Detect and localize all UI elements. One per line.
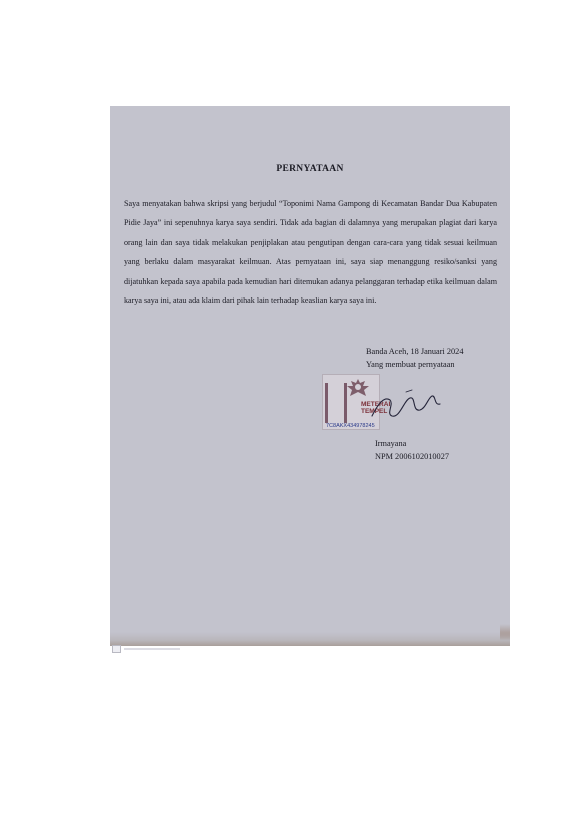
stamp-numeral-graphic [325, 383, 347, 423]
scanner-watermark-text [124, 648, 180, 650]
signature-header [366, 346, 463, 371]
signatory-npm: NPM 2006102010027 [375, 451, 449, 461]
page-corner-shadow [500, 624, 510, 646]
document-title: PERNYATAAN [276, 164, 344, 174]
signatory-label: Yang membuat pernyataan [366, 359, 455, 369]
scanned-page [110, 106, 510, 646]
scanner-watermark [112, 645, 180, 653]
signatory-name: Irmayana [375, 439, 407, 448]
stamp-label-line2: TEMPEL [361, 408, 388, 415]
stamp-label-line1: METERAI [361, 401, 391, 408]
handwritten-signature [366, 386, 446, 426]
signatory-details [375, 438, 449, 463]
stamp-serial: 7C8AKX434978245 [326, 423, 375, 429]
statement-paragraph: Saya menyatakan bahwa skripsi yang berjudul “Toponimi Nama Gampong di Kecamatan Bandar Dua Kabupaten Pidie Jaya” ini sepenuhnya karya saya sendiri. Tidak ada bagian di dalamnya yang merupakan plagiat dari karya orang lain dan saya tidak melakukan penjiplakan atau pengutipan dengan cara-cara yang tidak sesuai keilmuan yang berlaku dalam masyarakat keilmuan. Atas pernyataan ini, saya siap menanggung resiko/sanksi yang dijatuhkan kepada saya apabila pada kemudian hari ditemukan adanya pelanggaran terhadap etika keilmuan dalam karya saya ini, atau ada klaim dari pihak lain terhadap keaslian karya saya ini. [124, 199, 497, 306]
scanner-logo-icon [112, 645, 121, 653]
place-date: Banda Aceh, 18 Januari 2024 [366, 347, 464, 356]
